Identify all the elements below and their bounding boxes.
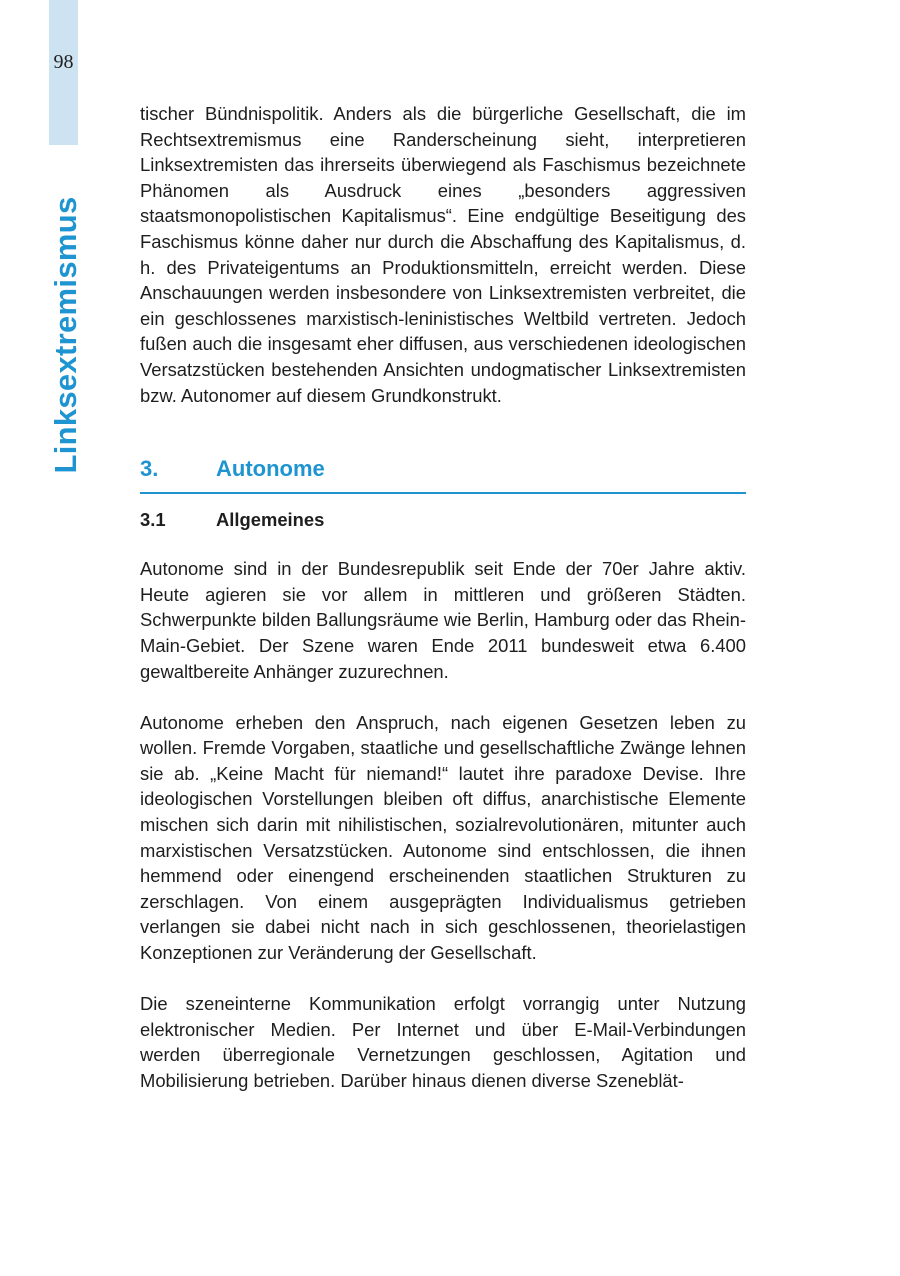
body-paragraph: Autonome sind in der Bundesrepublik seit Ende der 70er Jahre aktiv. Heute agieren sie vor allem in mittleren und größeren Städten. Schwerpunkte bilden Ballungsräume wie Berlin, Hamburg oder das Rhein-Main-Gebiet. Der Szene waren Ende 2011 bundesweit etwa 6.400 gewaltbereite Anhänger zuzurechnen. [140, 558, 746, 682]
section-number: 3. [140, 456, 159, 482]
body-paragraph: Autonome erheben den Anspruch, nach eigenen Gesetzen leben zu wollen. Fremde Vorgaben, staatliche und gesellschaftliche Zwänge lehnen sie ab. „Keine Macht für niemand!“ lautet ihre paradoxe Devise. Ihre ideologischen Vorstellungen bleiben oft diffus, anarchistische Elemente mischen sich darin mit nihilistischen, sozialrevolutionären, mitunter auch marxistischen Versatzstücken. Autonome sind entschlossen, die ihnen hemmend oder einengend erscheinenden staatlichen Strukturen zu zerschlagen. Von einem ausgeprägten Individualismus getrieben verlangen sie dabei nicht nach in sich geschlossenen, theorielastigen Konzeptionen zur Veränderung der Gesellschaft. [140, 711, 746, 964]
section-title: Autonome [216, 456, 325, 482]
page-content [140, 101, 746, 1094]
subsection-heading [140, 508, 746, 532]
page-number: 98 [53, 51, 74, 73]
section-heading [140, 454, 746, 494]
chapter-side-title: Linksextremismus [48, 196, 83, 474]
intro-paragraph: tischer Bündnispolitik. Anders als die bürgerliche Gesellschaft, die im Rechtsextremismus eine Randerscheinung sieht, interpretieren Linksextremisten das ihrerseits überwiegend als Faschismus bezeichnete Phänomen als Ausdruck eines „besonders aggressiven staatsmonopolistischen Kapitalismus“. Eine endgültige Beseitigung des Faschismus könne daher nur durch die Abschaffung des Kapitalismus, d. h. des Privateigentums an Produktionsmitteln, erreicht werden. Diese Anschauungen werden insbesondere von Linksextremisten verbreitet, die ein geschlossenes marxistisch-leninistisches Weltbild vertreten. Jedoch fußen auch die insgesamt eher diffusen, aus verschiedenen ideologischen Versatzstücken bestehenden Ansichten undogmatischer Linksextremisten bzw. Autonomer auf diesem Grundkonstrukt. [140, 103, 746, 406]
body-paragraph: Die szeneinterne Kommunikation erfolgt vorrangig unter Nutzung elektronischer Medien. Per Internet und über E-Mail-Verbindungen werden überregionale Vernetzungen geschlossen, Agitation und Mobilisierung betrieben. Darüber hinaus dienen diverse Szeneblät- [140, 993, 746, 1091]
subsection-number: 3.1 [140, 509, 166, 531]
subsection-title: Allgemeines [216, 509, 325, 531]
